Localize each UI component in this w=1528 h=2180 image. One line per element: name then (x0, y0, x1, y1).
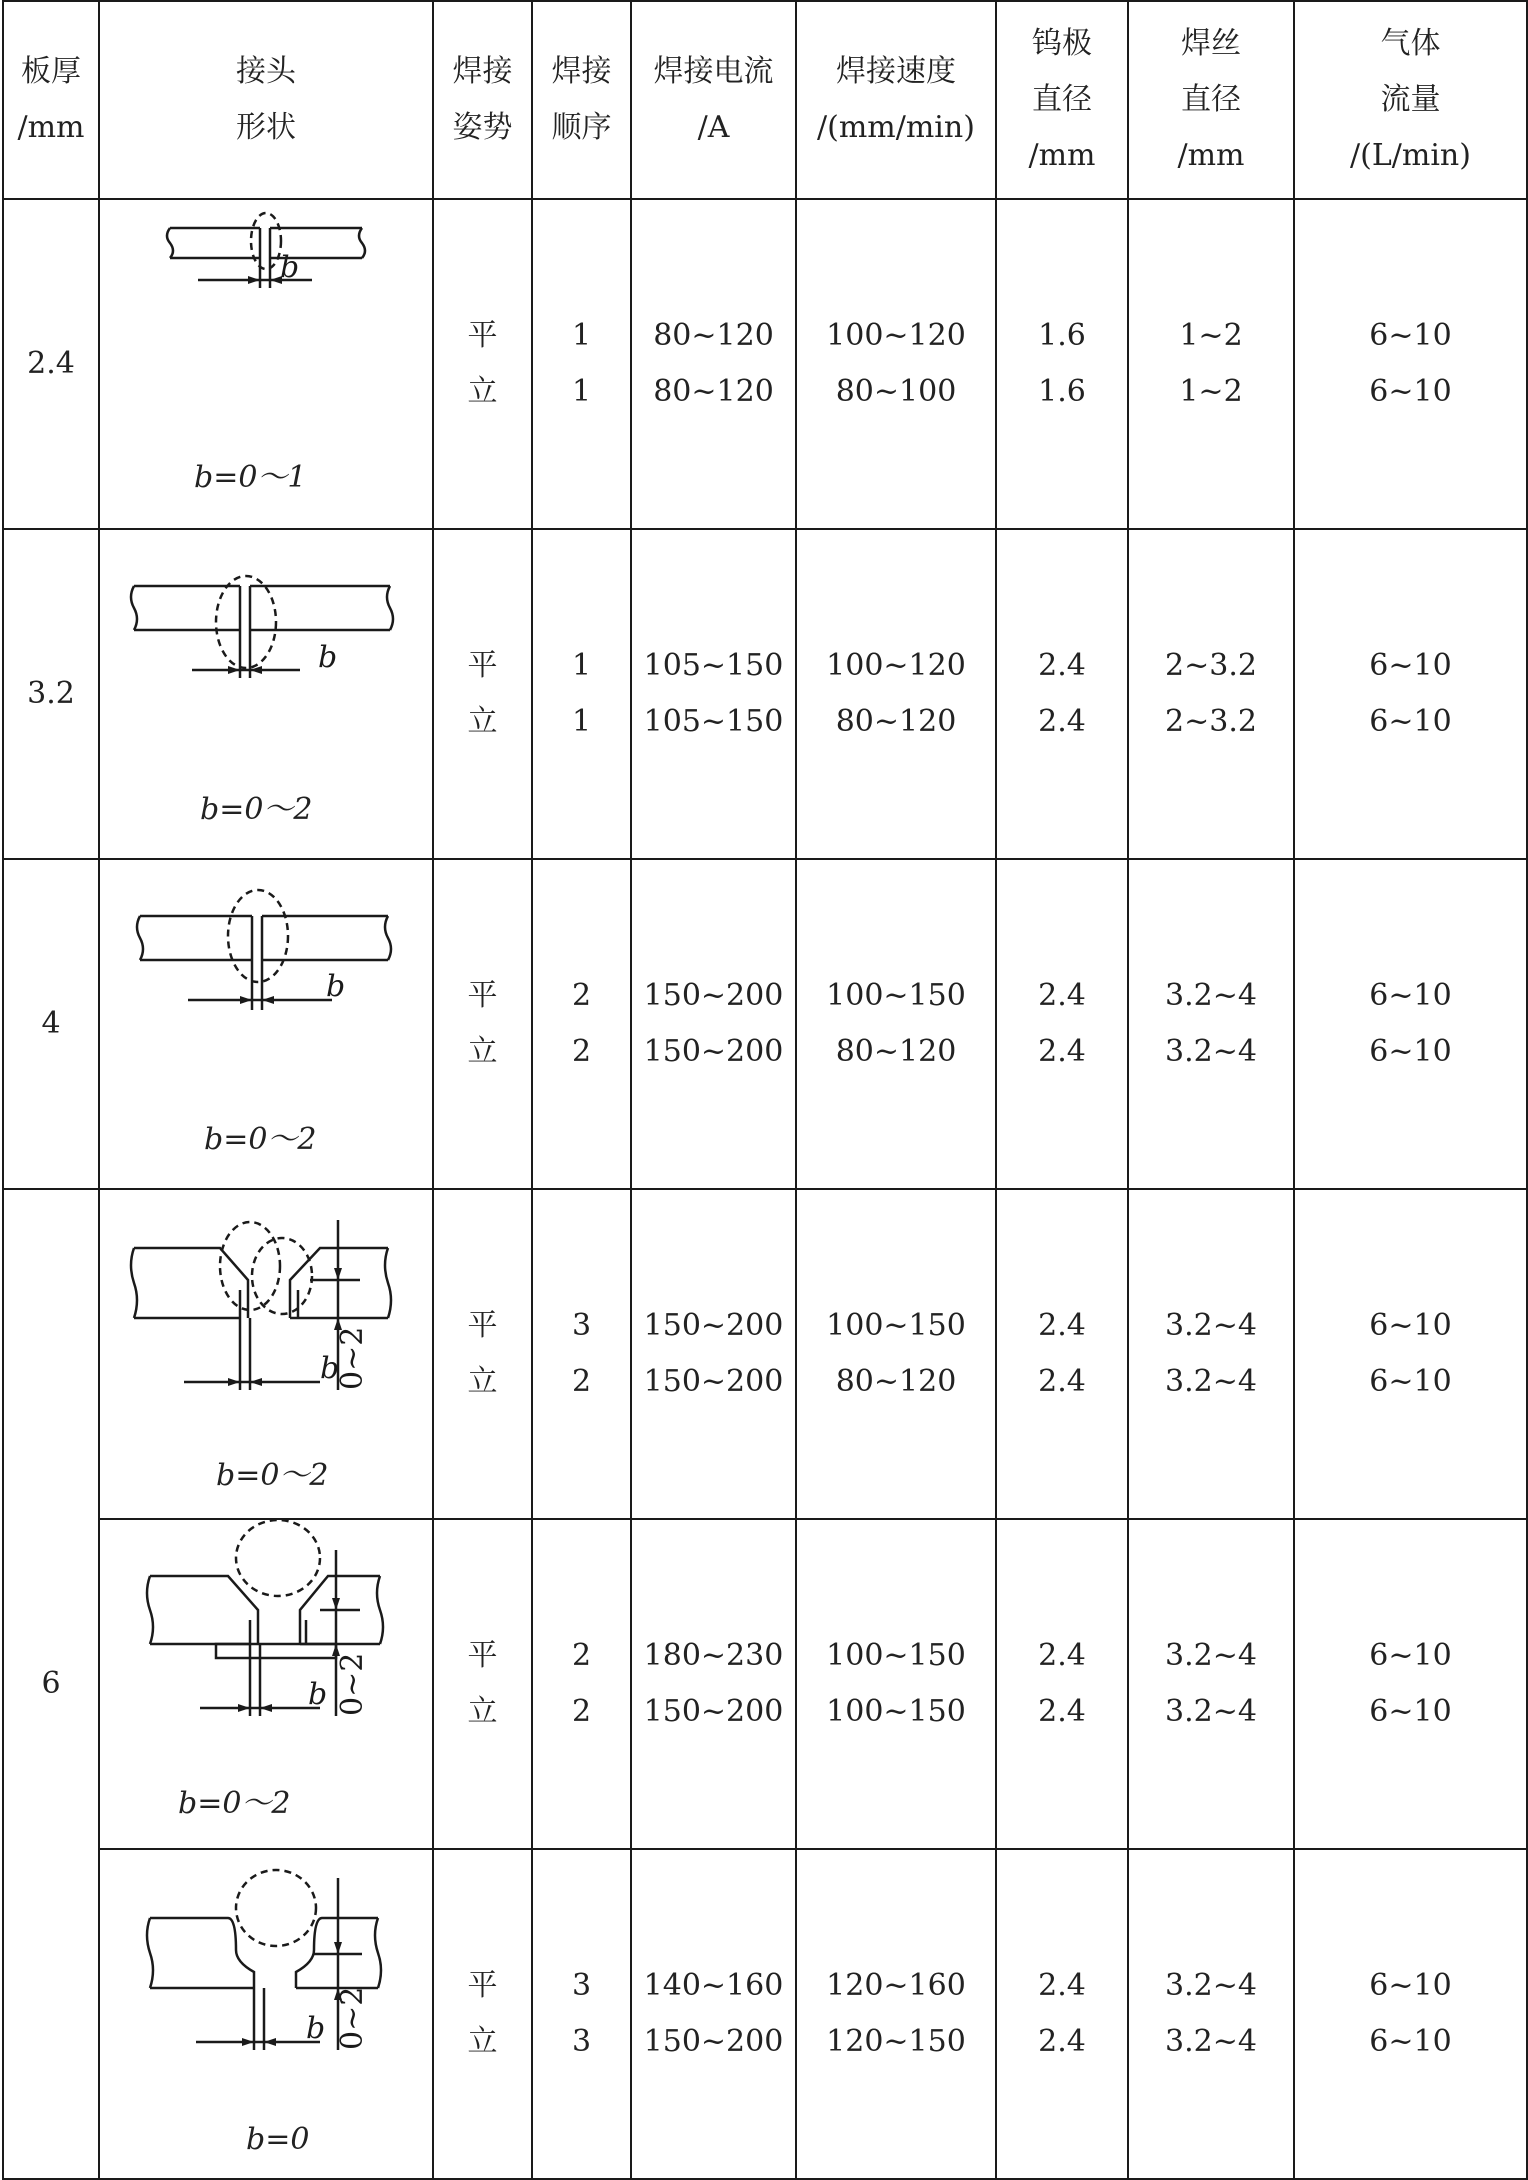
svg-text:b: b (320, 1351, 340, 1386)
gap-caption: b=0 (246, 2122, 310, 2157)
svg-text:0~2: 0~2 (335, 1986, 370, 2050)
joint-shape-cell (99, 529, 433, 859)
thickness-cell: 2.4 (3, 199, 99, 529)
gap-caption: b=0～1 (194, 460, 307, 495)
gas-cell: 6~10 6~10 (1294, 199, 1527, 529)
position-cell: 平 立 (433, 1189, 532, 1519)
wire-cell: 2~3.2 2~3.2 (1128, 529, 1294, 859)
table-row (3, 529, 1527, 859)
position-cell: 平 立 (433, 529, 532, 859)
header-row (3, 1, 1527, 199)
wire-cell: 3.2~4 3.2~4 (1128, 1849, 1294, 2179)
header-position: 焊接 姿势 (433, 1, 532, 199)
wire-cell: 3.2~4 3.2~4 (1128, 1519, 1294, 1849)
gas-cell: 6~10 6~10 (1294, 1519, 1527, 1849)
joint-shape-cell (99, 1189, 433, 1519)
joint-shape-cell (99, 199, 433, 529)
sequence-cell: 2 2 (532, 859, 631, 1189)
svg-text:b: b (318, 640, 338, 675)
header-current: 焊接电流 /A (631, 1, 796, 199)
position-cell: 平 立 (433, 199, 532, 529)
gas-cell: 6~10 6~10 (1294, 1189, 1527, 1519)
table-row (3, 199, 1527, 529)
gap-caption: b=0～2 (178, 1786, 291, 1821)
table-row (3, 1519, 1527, 1849)
sequence-cell: 1 1 (532, 529, 631, 859)
header-tungsten-diameter: 钨极 直径 /mm (996, 1, 1128, 199)
speed-cell: 100~150 80~120 (796, 859, 996, 1189)
svg-text:b: b (280, 250, 300, 285)
joint-shape-cell (99, 1849, 433, 2179)
gap-caption: b=0～2 (216, 1458, 329, 1493)
speed-cell: 100~150 100~150 (796, 1519, 996, 1849)
tungsten-cell: 1.6 1.6 (996, 199, 1128, 529)
thickness-cell: 6 (3, 1189, 99, 2179)
sequence-cell: 1 1 (532, 199, 631, 529)
wire-cell: 3.2~4 3.2~4 (1128, 859, 1294, 1189)
table-row (3, 1189, 1527, 1519)
tungsten-cell: 2.4 2.4 (996, 1189, 1128, 1519)
joint-shape-cell (99, 859, 433, 1189)
header-wire-diameter: 焊丝 直径 /mm (1128, 1, 1294, 199)
tungsten-cell: 2.4 2.4 (996, 859, 1128, 1189)
speed-cell: 100~150 80~120 (796, 1189, 996, 1519)
svg-text:b: b (306, 2011, 326, 2046)
header-sequence: 焊接 顺序 (532, 1, 631, 199)
sequence-cell: 3 2 (532, 1189, 631, 1519)
current-cell: 150~200 150~200 (631, 859, 796, 1189)
header-speed: 焊接速度 /(mm/min) (796, 1, 996, 199)
header-joint-shape: 接头 形状 (99, 1, 433, 199)
speed-cell: 100~120 80~120 (796, 529, 996, 859)
svg-text:0~2: 0~2 (335, 1652, 370, 1716)
header-gas-flow: 气体 流量 /(L/min) (1294, 1, 1527, 199)
wire-cell: 1~2 1~2 (1128, 199, 1294, 529)
sequence-cell: 2 2 (532, 1519, 631, 1849)
svg-text:b: b (308, 1677, 328, 1712)
current-cell: 150~200 150~200 (631, 1189, 796, 1519)
current-cell: 80~120 80~120 (631, 199, 796, 529)
gap-caption: b=0～2 (200, 792, 313, 827)
position-cell: 平 立 (433, 859, 532, 1189)
tungsten-cell: 2.4 2.4 (996, 529, 1128, 859)
gas-cell: 6~10 6~10 (1294, 529, 1527, 859)
speed-cell: 120~160 120~150 (796, 1849, 996, 2179)
svg-text:b: b (326, 969, 346, 1004)
current-cell: 140~160 150~200 (631, 1849, 796, 2179)
current-cell: 180~230 150~200 (631, 1519, 796, 1849)
tungsten-cell: 2.4 2.4 (996, 1519, 1128, 1849)
tungsten-cell: 2.4 2.4 (996, 1849, 1128, 2179)
gap-caption: b=0～2 (204, 1122, 317, 1157)
speed-cell: 100~120 80~100 (796, 199, 996, 529)
joint-shape-cell (99, 1519, 433, 1849)
sequence-cell: 3 3 (532, 1849, 631, 2179)
wire-cell: 3.2~4 3.2~4 (1128, 1189, 1294, 1519)
table-row (3, 1849, 1527, 2179)
current-cell: 105~150 105~150 (631, 529, 796, 859)
position-cell: 平 立 (433, 1849, 532, 2179)
position-cell: 平 立 (433, 1519, 532, 1849)
svg-text:0~2: 0~2 (335, 1326, 370, 1390)
welding-parameters-table (2, 0, 1528, 2180)
gas-cell: 6~10 6~10 (1294, 1849, 1527, 2179)
thickness-cell: 4 (3, 859, 99, 1189)
gas-cell: 6~10 6~10 (1294, 859, 1527, 1189)
thickness-cell: 3.2 (3, 529, 99, 859)
table-row (3, 859, 1527, 1189)
header-thickness: 板厚 /mm (3, 1, 99, 199)
